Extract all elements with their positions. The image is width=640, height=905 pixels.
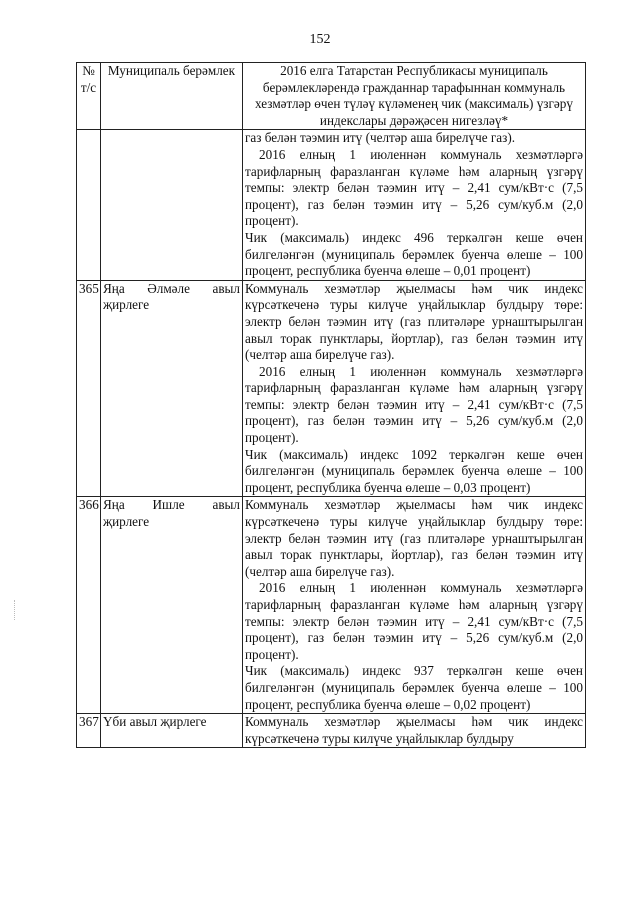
row-municipality: Яңа Ишле авыл җирлеге xyxy=(101,497,243,714)
table-row-continuation xyxy=(77,130,586,280)
header-municipality: Муниципаль берәмлек xyxy=(101,63,243,130)
row-number: 366 xyxy=(77,497,101,714)
row-description-cell xyxy=(243,497,586,714)
row-municipality-cell xyxy=(101,130,243,280)
paragraph: Коммуналь хезмәтләр җыелмасы һәм чик индекс күрсәткеченә туры килүче уңайлыклар булдыру xyxy=(245,714,583,746)
header-description: 2016 елга Татарстан Республикасы муниципаль берәмлекләрендә гражданнар тарафыннан коммуналь хезмәтләр өчен түләү күләменең чик (максималь) үзгәрү индекслары дәрәҗәсен нигезләү* xyxy=(243,63,586,130)
paragraph: Чик (максималь) индекс 496 теркәлгән кеше өчен билгеләнгән (муниципаль берәмлек буенча өлеше – 100 процент, республика буенча өлеше – 0,01 процент) xyxy=(245,229,583,279)
row-number-cell xyxy=(77,130,101,280)
scan-margin-mark xyxy=(14,600,17,620)
row-description-cell xyxy=(243,280,586,497)
row-municipality: Яңа Әлмәле авыл җирлеге xyxy=(101,280,243,497)
paragraph: 2016 елның 1 июленнән коммуналь хезмәтләргә тарифларның фаразланган күләме һәм аларның үзгәрү темпы: электр белән тәэмин итү – 2,41 сум/кВт·с (7,5 процент), газ белән тәэмин итү – 5,26 сум/куб.м (2,0 процент). xyxy=(245,146,583,229)
header-number: № т/с xyxy=(77,63,101,130)
table-row xyxy=(77,497,586,714)
paragraph: 2016 елның 1 июленнән коммуналь хезмәтләргә тарифларның фаразланган күләме һәм аларның үзгәрү темпы: электр белән тәэмин итү – 2,41 сум/кВт·с (7,5 процент), газ белән тәэмин итү – 5,26 сум/куб.м (2,0 процент). xyxy=(245,363,583,446)
paragraph: Чик (максималь) индекс 1092 теркәлгән кеше өчен билгеләнгән (муниципаль берәмлек буенча өлеше – 100 процент, республика буенча өлеше – 0,03 процент) xyxy=(245,446,583,495)
paragraph: Коммуналь хезмәтләр җыелмасы һәм чик индекс күрсәткеченә туры килүче уңайлыклар булдыру төре: электр белән тәэмин итү (газ плитәләре урнаштырылган авыл торак пунктлары, йортлар), газ белән тәэмин итү (челтәр аша бирелүче газ). xyxy=(245,497,583,579)
row-description-cell xyxy=(243,130,586,280)
paragraph: газ белән тәэмин итү (челтәр аша бирелүче газ). xyxy=(245,130,516,146)
paragraph: Чик (максималь) индекс 937 теркәлгән кеше өчен билгеләнгән (муниципаль берәмлек буенча өлеше – 100 процент, республика буенча өлеше – 0,02 процент) xyxy=(245,663,583,712)
table-row xyxy=(77,714,586,748)
page-number: 152 xyxy=(309,32,331,47)
paragraph: 2016 елның 1 июленнән коммуналь хезмәтләргә тарифларның фаразланган күләме һәм аларның үзгәрү темпы: электр белән тәэмин итү – 2,41 сум/кВт·с (7,5 процент), газ белән тәэмин итү – 5,26 сум/куб.м (2,0 процент). xyxy=(245,580,583,662)
municipal-index-table xyxy=(76,62,586,748)
row-number: 367 xyxy=(77,714,101,748)
table-row xyxy=(77,280,586,497)
paragraph: Коммуналь хезмәтләр җыелмасы һәм чик индекс күрсәткеченә туры килүче уңайлыклар булдыру төре: электр белән тәэмин итү (газ плитәләре урнаштырылган авыл торак пунктлары, йортлар), газ белән тәэмин итү (челтәр аша бирелүче газ). xyxy=(245,280,583,363)
row-number: 365 xyxy=(77,280,101,497)
row-municipality: Үби авыл җирлеге xyxy=(101,714,243,748)
row-description-cell xyxy=(243,714,586,748)
table-header-row xyxy=(77,63,586,130)
